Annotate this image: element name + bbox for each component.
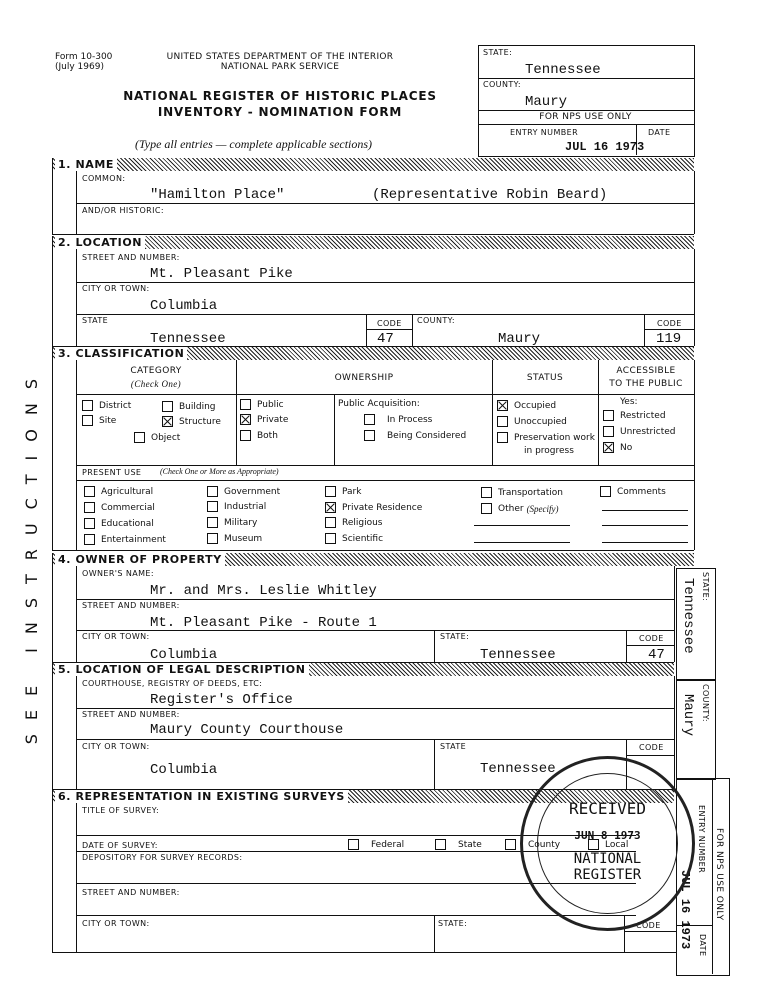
- received-stamp: [520, 756, 695, 931]
- agency-line1: UNITED STATES DEPARTMENT OF THE INTERIOR: [166, 52, 394, 62]
- s3-public-acquisition: Public Acquisition:: [338, 399, 420, 409]
- s1-historic-label: AND/OR HISTORIC:: [82, 206, 164, 215]
- form-instructions: (Type all entries — complete applicable sections): [135, 137, 373, 151]
- cb-unoccupied[interactable]: Unoccupied: [497, 416, 567, 427]
- s2-code-label: CODE: [377, 319, 402, 328]
- right-nps-use: FOR NPS USE ONLY: [714, 828, 724, 921]
- s6-title-label: TITLE OF SURVEY:: [82, 806, 160, 815]
- s2-city-label: CITY OR TOWN:: [82, 284, 150, 293]
- s3-status-header: STATUS: [526, 373, 564, 383]
- cb-park[interactable]: Park: [325, 486, 361, 497]
- s6-city-label: CITY OR TOWN:: [82, 919, 150, 928]
- form-title-line1: NATIONAL REGISTER OF HISTORIC PLACES: [123, 89, 437, 103]
- cb-transportation[interactable]: Transportation: [481, 487, 563, 498]
- cb-county[interactable]: County: [505, 839, 560, 850]
- s4-city-value: Columbia: [150, 647, 218, 663]
- right-entry-number: ENTRY NUMBER: [697, 805, 706, 874]
- s1-common-value: "Hamilton Place": [150, 187, 285, 203]
- s1-common-label: COMMON:: [82, 174, 126, 183]
- s2-county-label: COUNTY:: [417, 316, 455, 325]
- s6-depository-label: DEPOSITORY FOR SURVEY RECORDS:: [82, 853, 243, 862]
- s2-city-value: Columbia: [150, 298, 218, 314]
- cb-preservation[interactable]: Preservation work: [497, 432, 595, 443]
- right-county-value: Maury: [680, 694, 696, 737]
- s3-yes-label: Yes:: [620, 397, 638, 407]
- topright-state-label: STATE:: [483, 48, 513, 57]
- topright-county-label: COUNTY:: [483, 80, 521, 89]
- section6-heading: 6. REPRESENTATION IN EXISTING SURVEYS: [55, 790, 348, 803]
- cb-both[interactable]: Both: [240, 430, 278, 441]
- form-date: (July 1969): [55, 62, 104, 72]
- stamp-line4: REGISTER: [573, 867, 642, 883]
- agency-line2: NATIONAL PARK SERVICE: [220, 62, 340, 72]
- cb-being-considered[interactable]: Being Considered: [364, 430, 466, 441]
- s5-courthouse-value: Register's Office: [150, 692, 293, 708]
- s6-code-label: CODE: [636, 921, 661, 930]
- section5-heading: 5. LOCATION OF LEGAL DESCRIPTION: [55, 663, 309, 676]
- topright-entry-number: ENTRY NUMBER: [510, 128, 579, 137]
- cb-occupied[interactable]: Occupied: [497, 400, 556, 411]
- s6-date-label: DATE OF SURVEY:: [82, 841, 158, 850]
- cb-scientific[interactable]: Scientific: [325, 533, 383, 544]
- cb-structure[interactable]: Structure: [162, 416, 221, 427]
- s2-code2-label: CODE: [657, 319, 682, 328]
- s5-code-label: CODE: [639, 743, 664, 752]
- s3-preservation-line2: in progress: [524, 446, 574, 456]
- s3-present-use-label: PRESENT USE: [82, 468, 142, 477]
- topright-date-label: DATE: [648, 128, 671, 137]
- s5-city-value: Columbia: [150, 762, 218, 778]
- cb-local[interactable]: Local: [588, 839, 628, 850]
- s4-code-value: 47: [648, 647, 665, 663]
- s2-state-label: STATE: [82, 316, 109, 325]
- right-state-label: STATE:: [701, 572, 710, 602]
- s2-state-value: Tennessee: [150, 331, 226, 347]
- form-number: Form 10-300: [55, 52, 113, 62]
- s2-code-value: 47: [377, 331, 394, 347]
- topright-date-stamp: JUL 16 1973: [565, 140, 645, 154]
- section1-bar: [52, 158, 694, 171]
- s5-street-label: STREET AND NUMBER:: [82, 710, 180, 719]
- right-state-value: Tennessee: [680, 578, 696, 654]
- cb-educational[interactable]: Educational: [84, 518, 154, 529]
- cb-unrestricted[interactable]: Unrestricted: [603, 426, 675, 437]
- s4-city-label: CITY OR TOWN:: [82, 632, 150, 641]
- right-county-label: COUNTY:: [701, 684, 710, 722]
- cb-building[interactable]: Building: [162, 401, 216, 412]
- cb-state[interactable]: State: [435, 839, 482, 850]
- s5-street-value: Maury County Courthouse: [150, 722, 344, 738]
- s3-present-use-note: (Check One or More as Appropriate): [160, 467, 279, 476]
- cb-restricted[interactable]: Restricted: [603, 410, 666, 421]
- s3-accessible-header2: TO THE PUBLIC: [609, 379, 683, 389]
- cb-object[interactable]: Object: [134, 432, 180, 443]
- section2-heading: 2. LOCATION: [55, 236, 145, 249]
- cb-military[interactable]: Military: [207, 517, 257, 528]
- stamp-line2: JUN 8 1973: [574, 829, 641, 842]
- s4-code-label: CODE: [639, 634, 664, 643]
- cb-commercial[interactable]: Commercial: [84, 502, 155, 513]
- stamp-line1: RECEIVED: [568, 799, 647, 818]
- cb-private[interactable]: Private: [240, 414, 288, 425]
- section2-bar: [52, 236, 694, 249]
- cb-district[interactable]: District: [82, 400, 131, 411]
- topright-county-value: Maury: [525, 94, 568, 110]
- section3-heading: 3. CLASSIFICATION: [55, 347, 187, 360]
- s4-state-label: STATE:: [440, 632, 470, 641]
- cb-in-process[interactable]: In Process: [364, 414, 432, 425]
- s3-category-header: CATEGORY: [130, 366, 182, 376]
- s4-street-value: Mt. Pleasant Pike - Route 1: [150, 615, 377, 631]
- cb-federal[interactable]: Federal: [348, 839, 404, 850]
- cb-no[interactable]: No: [603, 442, 632, 453]
- stamp-line3: NATIONAL: [573, 851, 642, 867]
- section4-heading: 4. OWNER OF PROPERTY: [55, 553, 225, 566]
- s6-state-label: STATE:: [438, 919, 468, 928]
- cb-government[interactable]: Government: [207, 486, 280, 497]
- s2-county-value: Maury: [498, 331, 541, 347]
- cb-entertainment[interactable]: Entertainment: [84, 534, 166, 545]
- cb-site[interactable]: Site: [82, 415, 116, 426]
- form-title-line2: INVENTORY - NOMINATION FORM: [157, 105, 403, 119]
- see-instructions-text: SEE INSTRUCTIONS: [22, 365, 41, 745]
- cb-comments[interactable]: Comments: [600, 486, 666, 497]
- s1-common-note: (Representative Robin Beard): [372, 187, 608, 203]
- topright-state-value: Tennessee: [525, 62, 601, 78]
- cb-agricultural[interactable]: Agricultural: [84, 486, 153, 497]
- s6-street-label: STREET AND NUMBER:: [82, 888, 180, 897]
- section1-heading: 1. NAME: [55, 158, 117, 171]
- s4-street-label: STREET AND NUMBER:: [82, 601, 180, 610]
- s4-owner-value: Mr. and Mrs. Leslie Whitley: [150, 583, 377, 599]
- s4-state-value: Tennessee: [480, 647, 556, 663]
- right-date-label: DATE: [698, 934, 707, 957]
- cb-religious[interactable]: Religious: [325, 517, 383, 528]
- right-date-stamp: JUL 16 1973: [678, 870, 692, 950]
- cb-private-residence[interactable]: Private Residence: [325, 502, 422, 513]
- cb-museum[interactable]: Museum: [207, 533, 262, 544]
- cb-industrial[interactable]: Industrial: [207, 501, 266, 512]
- s5-courthouse-label: COURTHOUSE, REGISTRY OF DEEDS, ETC:: [82, 679, 263, 688]
- s3-accessible-header1: ACCESSIBLE: [616, 366, 676, 376]
- s2-street-label: STREET AND NUMBER:: [82, 253, 180, 262]
- cb-public[interactable]: Public: [240, 399, 284, 410]
- cb-other[interactable]: Other (Specify): [481, 503, 559, 514]
- s5-state-label: STATE: [440, 742, 467, 751]
- s2-code2-value: 119: [656, 331, 682, 347]
- s4-owner-label: OWNER'S NAME:: [82, 569, 154, 578]
- s3-check-one: (Check One): [130, 379, 182, 389]
- s2-street-value: Mt. Pleasant Pike: [150, 266, 293, 282]
- topright-nps-use: FOR NPS USE ONLY: [539, 112, 632, 122]
- s5-city-label: CITY OR TOWN:: [82, 742, 150, 751]
- s3-ownership-header: OWNERSHIP: [334, 373, 394, 383]
- s5-state-value: Tennessee: [480, 761, 556, 777]
